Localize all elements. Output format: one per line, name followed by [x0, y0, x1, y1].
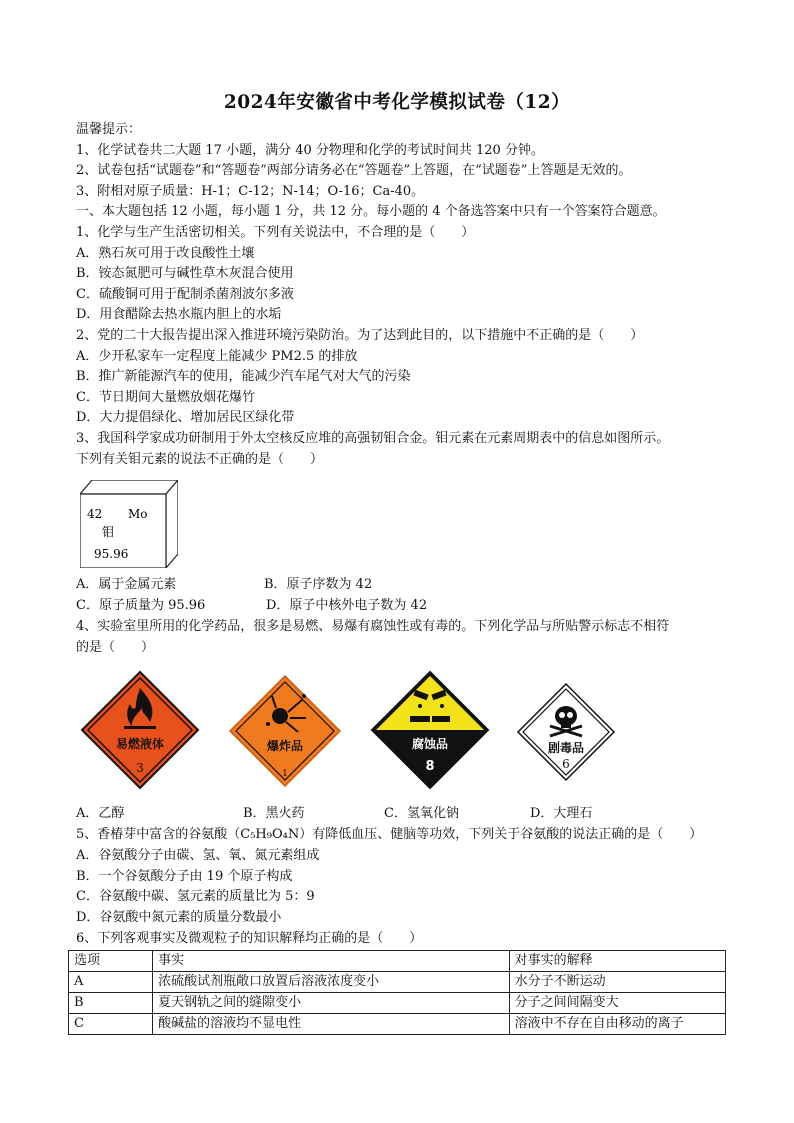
table-cell: 夏天钢轨之间的缝隙变小 — [153, 993, 510, 1014]
sign-number: 8 — [425, 759, 435, 774]
hazard-signs — [0, 670, 794, 800]
explosive-sign — [228, 674, 342, 788]
element-symbol: Mo — [128, 507, 148, 521]
element-atomic-mass: 95.96 — [94, 547, 129, 561]
question-1-option-d: D．用食醋除去热水瓶内胆上的水垢 — [76, 307, 282, 322]
question-2-option-a: A．少开私家车一定程度上能减少 PM2.5 的排放 — [76, 349, 358, 364]
table-cell: 酸碱盐的溶液均不显电性 — [153, 1014, 510, 1035]
sign-label: 易燃液体 — [115, 737, 165, 751]
question-1-option-a: A．熟石灰可用于改良酸性土壤 — [76, 246, 255, 261]
tip-3: 3、附相对原子质量：H-1；C-12；N-14；O-16；Ca-40。 — [76, 184, 425, 199]
question-4-option-b: B．黑火药 — [243, 806, 305, 821]
page-title: 2024年安徽省中考化学模拟试卷（12） — [223, 92, 571, 113]
table-cell: C — [69, 1014, 153, 1035]
question-2-option-c: C．节日期间大量燃放烟花爆竹 — [76, 390, 255, 405]
table-header: 对事实的解释 — [509, 951, 725, 972]
sign-label: 剧毒品 — [547, 741, 585, 755]
question-3-option-d: D．原子中核外电子数为 42 — [266, 598, 428, 613]
corrosive-sign — [370, 670, 490, 790]
question-6-stem: 6、下列客观事实及微观粒子的知识解释均正确的是（ ） — [76, 931, 423, 946]
table-header: 事实 — [153, 951, 510, 972]
question-3-option-b: B．原子序数为 42 — [264, 577, 373, 592]
question-2-option-b: B．推广新能源汽车的使用，能减少汽车尾气对大气的污染 — [76, 369, 411, 384]
question-2-option-d: D．大力提倡绿化、增加居民区绿化带 — [76, 410, 295, 425]
question-1-option-c: C．硫酸铜可用于配制杀菌剂波尔多液 — [76, 287, 294, 302]
question-4-option-d: D．大理石 — [530, 806, 593, 821]
table-cell: 浓硫酸试剂瓶敞口放置后溶液浓度变小 — [153, 972, 510, 993]
table-header: 选项 — [69, 951, 153, 972]
question-5-option-b: B．一个谷氨酸分子由 19 个原子构成 — [76, 869, 293, 884]
question-3-option-a: A．属于金属元素 — [76, 577, 177, 592]
table-cell: 水分子不断运动 — [509, 972, 725, 993]
tip-2: 2、试卷包括“试题卷”和“答题卷”两部分请务必在“答题卷”上答题，在“试题卷”上答题是无效的。 — [76, 163, 632, 178]
table-row — [69, 993, 726, 1014]
toxic-sign — [516, 682, 616, 782]
question-5-stem: 5、香椿芽中富含的谷氨酸（C₅H₉O₄N）有降低血压、健脑等功效，下列关于谷氨酸的说法正确的是（ ） — [76, 827, 703, 842]
table-cell: A — [69, 972, 153, 993]
table-row — [69, 972, 726, 993]
section-heading: 一、本大题包括 12 小题，每小题 1 分，共 12 分。每小题的 4 个备选答案中只有一个答案符合题意。 — [76, 204, 666, 219]
question-3-stem-line1: 3、我国科学家成功研制用于外太空核反应堆的高强韧钼合金。钼元素在元素周期表中的信息如图所示。 — [76, 431, 670, 446]
question-3-stem-line2: 下列有关钼元素的说法不正确的是（ ） — [76, 452, 324, 467]
question-1-option-b: B．铵态氮肥可与碱性草木灰混合使用 — [76, 266, 294, 281]
facts-table — [68, 950, 726, 1035]
element-tile — [80, 480, 178, 568]
sign-label: 爆炸品 — [266, 739, 304, 753]
question-5-option-c: C．谷氨酸中碳、氢元素的质量比为 5：9 — [76, 889, 315, 904]
question-3-option-c: C．原子质量为 95.96 — [76, 598, 206, 613]
table-cell: 溶液中不存在自由移动的离子 — [509, 1014, 725, 1035]
sign-label: 腐蚀品 — [411, 737, 449, 751]
question-4-option-c: C．氢氧化钠 — [384, 806, 459, 821]
tips-heading: 温馨提示： — [76, 122, 142, 137]
question-4-stem-line1: 4、实验室里所用的化学药品，很多是易燃、易爆有腐蚀性或有毒的。下列化学品与所贴警示标志不相符 — [76, 619, 670, 634]
question-2-stem: 2、党的二十大报告提出深入推进环境污染防治。为了达到此目的，以下措施中不正确的是（ ） — [76, 328, 644, 343]
question-4-option-a: A．乙醇 — [76, 806, 125, 821]
element-atomic-number: 42 — [87, 507, 103, 521]
question-1-stem: 1、化学与生产生活密切相关。下列有关说法中，不合理的是（ ） — [76, 225, 475, 240]
table-header-row — [69, 951, 726, 972]
tip-1: 1、化学试卷共二大题 17 小题，满分 40 分物理和化学的考试时间共 120 分钟。 — [76, 143, 544, 158]
sign-number: 3 — [136, 761, 144, 775]
table-row — [69, 1014, 726, 1035]
flammable-liquid-sign — [80, 670, 200, 790]
question-4-stem-line2: 的是（ ） — [76, 640, 155, 655]
question-5-option-d: D．谷氨酸中氮元素的质量分数最小 — [76, 910, 282, 925]
question-5-option-a: A．谷氨酸分子由碳、氢、氧、氮元素组成 — [76, 848, 320, 863]
sign-number: 6 — [562, 757, 570, 771]
sign-number: 1 — [282, 769, 288, 779]
table-cell: 分子之间间隔变大 — [509, 993, 725, 1014]
element-name: 钼 — [102, 525, 115, 539]
table-cell: B — [69, 993, 153, 1014]
